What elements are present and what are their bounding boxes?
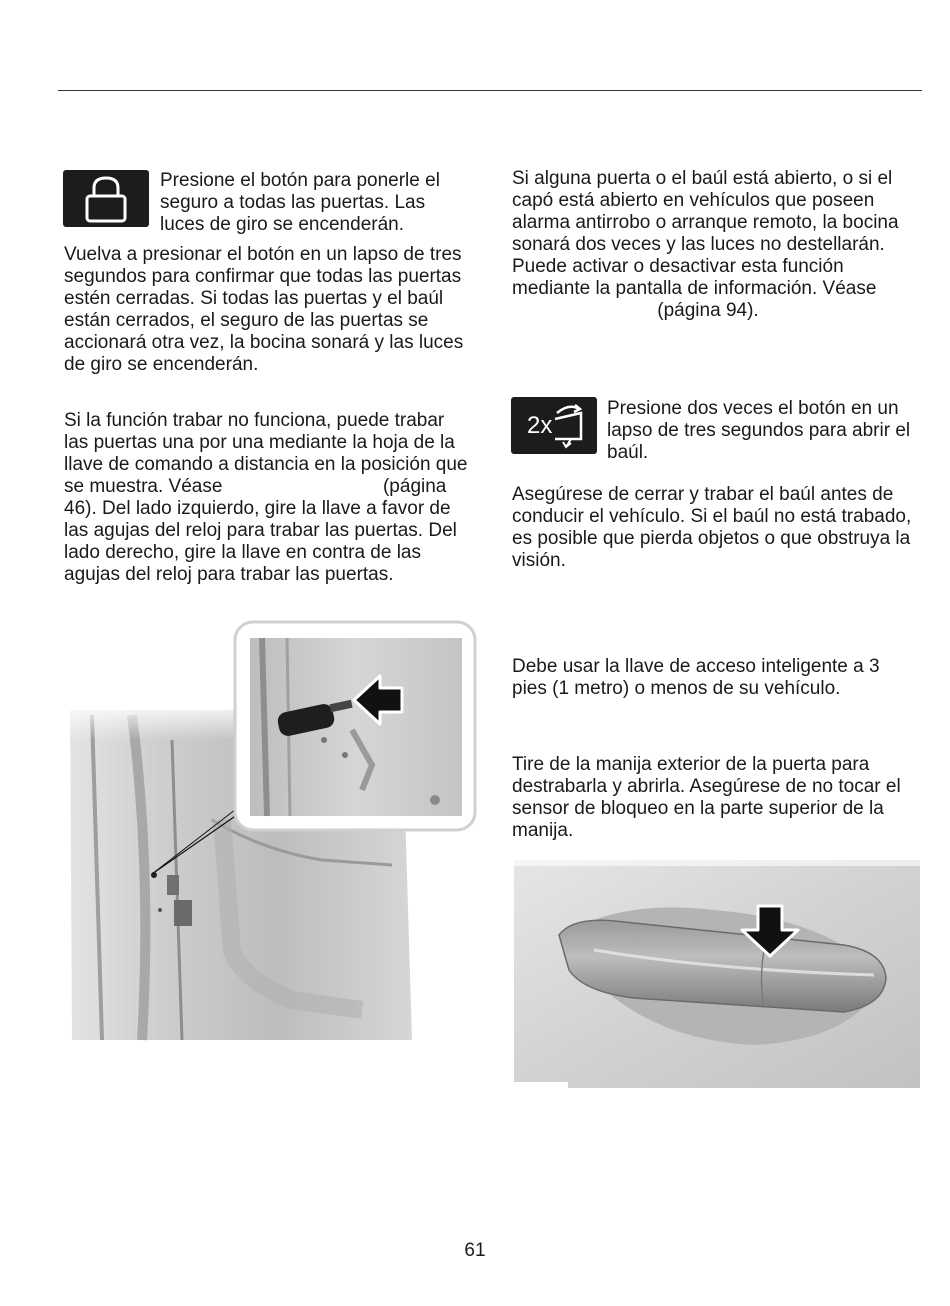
key-paragraph [64,410,472,586]
trunk-warning: Asegúrese de cerrar y trabar el baúl antes de conducir el vehículo. Si el baúl no está trabado, es posible que pierda objetos o que obstruya la visión. [512,484,912,571]
page-number: 61 [464,1240,486,1261]
trunk-icon-label: 2x [527,412,553,439]
key-paragraph-text-2: Del lado izquierdo, gire la llave a favor de las agujas del reloj para trabar las puertas. Del lado derecho, gire la llave en contra de las agujas del reloj para trabar las puertas. [64,498,457,585]
door-key-figure [62,620,478,1050]
lock-instruction: Presione el botón para ponerle el seguro a todas las puertas. Las luces de giro se encenderán. [160,170,440,235]
alarm-paragraph [512,168,912,322]
door-handle-figure [514,860,920,1088]
trunk-double-press-icon [511,397,597,454]
key-paragraph-text: Si la función trabar no funciona, puede trabar las puertas una por una mediante la hoja de la llave de comando a distancia en la posición que se muestra. Véase [64,410,468,497]
trunk-instruction: Presione dos veces el botón en un lapso de tres segundos para abrir el baúl. [607,398,911,463]
header-rule [58,90,922,91]
handle-paragraph: Tire de la manija exterior de la puerta para destrabarla y abrirla. Asegúrese de no tocar el sensor de bloqueo en la parte superior de la manija. [512,754,901,841]
alarm-paragraph-page-ref: (página 94). [657,300,759,321]
key-paragraph-page-ref: (página 46). [64,476,447,519]
confirm-paragraph: Vuelva a presionar el botón en un lapso de tres segundos para confirmar que todas las puertas estén cerradas. Si todas las puertas y el baúl están cerrados, el seguro de las puertas se accionará otra vez, la bocina sonará y las luces de giro se encenderán. [64,244,464,375]
distance-paragraph: Debe usar la llave de acceso inteligente a 3 pies (1 metro) o menos de su vehículo. [512,656,880,699]
alarm-paragraph-text: Si alguna puerta o el baúl está abierto, o si el capó está abierto en vehículos que poseen alarma antirrobo o arranque remoto, la bocina sonará dos veces y las luces no destellarán. Puede activar o desactivar esta función mediante la pantalla de información. Véase [512,168,899,299]
lock-icon [63,170,149,227]
